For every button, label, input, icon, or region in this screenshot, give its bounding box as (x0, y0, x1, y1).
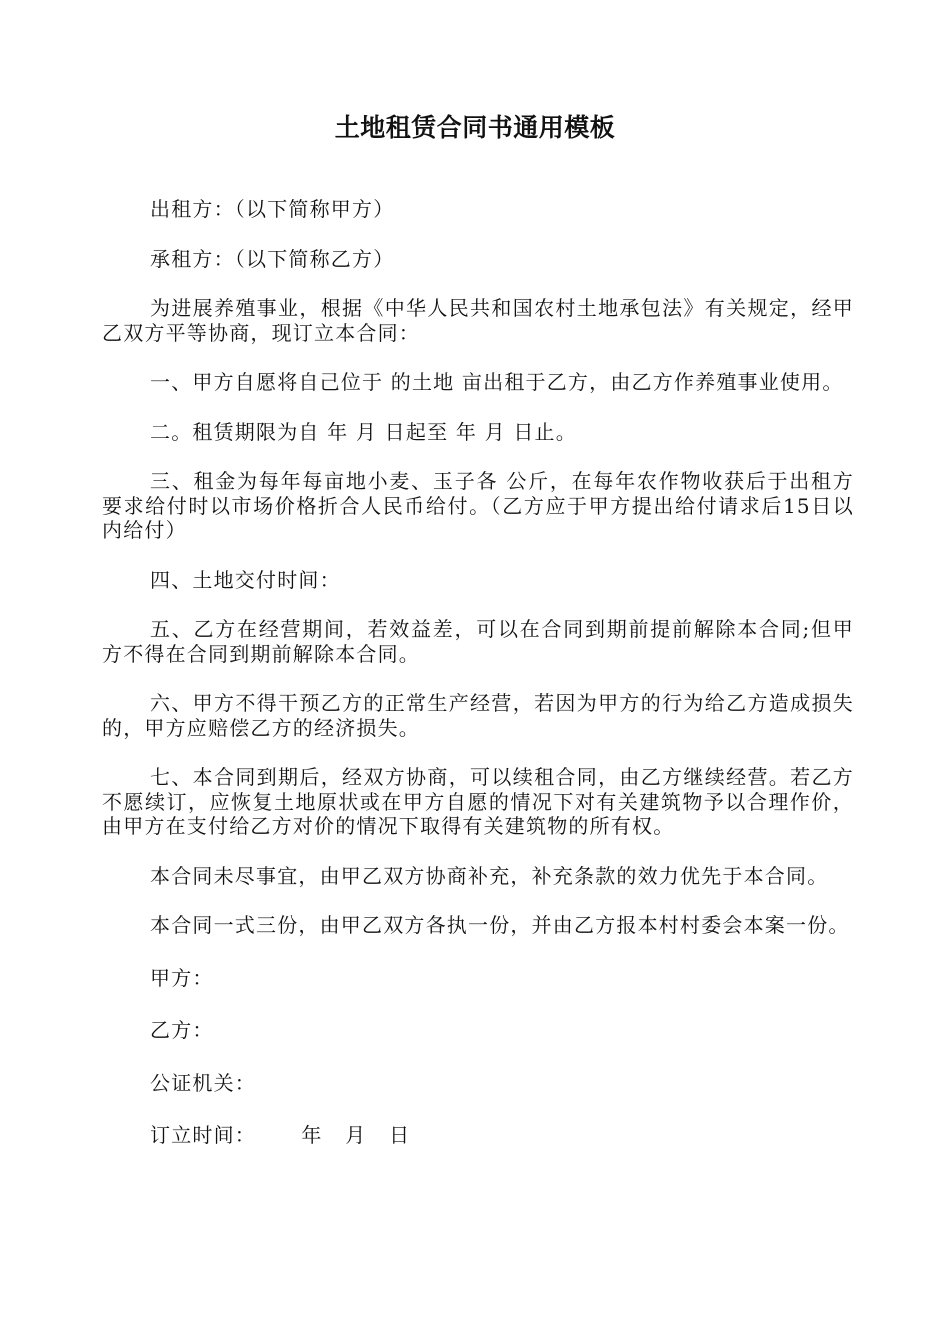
clause-1: 一、甲方自愿将自己位于 的土地 亩出租于乙方，由乙方作养殖事业使用。 (150, 370, 844, 394)
supplement-paragraph: 本合同未尽事宜，由甲乙双方协商补充，补充条款的效力优先于本合同。 (150, 863, 829, 888)
copies-paragraph: 本合同一式三份，由甲乙双方各执一份，并由乙方报本村村委会本案一份。 (150, 913, 850, 937)
notary-signature: 公证机关： (150, 1070, 256, 1095)
party-b-signature: 乙方： (150, 1018, 214, 1042)
clause-4: 四、土地交付时间： (150, 567, 341, 592)
document-title: 土地租赁合同书通用模板 (334, 113, 616, 142)
document-body (102, 197, 854, 1176)
lessor-line: 出租方：（以下简称甲方） (150, 197, 395, 221)
signing-date: 订立时间： 年 月 日 (150, 1123, 411, 1147)
clause-2: 二。租赁期限为自 年 月 日起至 年 月 日止。 (150, 419, 577, 444)
lessee-line: 承租方：（以下简称乙方） (150, 246, 395, 271)
clause-6: 六、甲方不得干预乙方的正常生产经营，若因为甲方的行为给乙方造成损失的，甲方应赔偿乙方的经济损失。 (102, 691, 854, 740)
clause-7: 七、本合同到期后，经双方协商，可以续租合同，由乙方继续经营。若乙方不愿续订，应恢复土地原状或在甲方自愿的情况下对有关建筑物予以合理作价，由甲方在支付给乙方对价的情况下取得有关建筑物的所有权。 (102, 765, 854, 838)
preamble-paragraph: 为进展养殖事业，根据《中华人民共和国农村土地承包法》有关规定，经甲乙双方平等协商，现订立本合同： (102, 296, 854, 345)
clause-3: 三、租金为每年每亩地小麦、玉子各 公斤，在每年农作物收获后于出租方要求给付时以市场价格折合人民币给付。（乙方应于甲方提出给付请求后15日以内给付） (102, 469, 854, 542)
clause-5: 五、乙方在经营期间，若效益差，可以在合同到期前提前解除本合同;但甲方不得在合同到期前解除本合同。 (102, 617, 854, 666)
party-a-signature: 甲方： (150, 965, 214, 990)
